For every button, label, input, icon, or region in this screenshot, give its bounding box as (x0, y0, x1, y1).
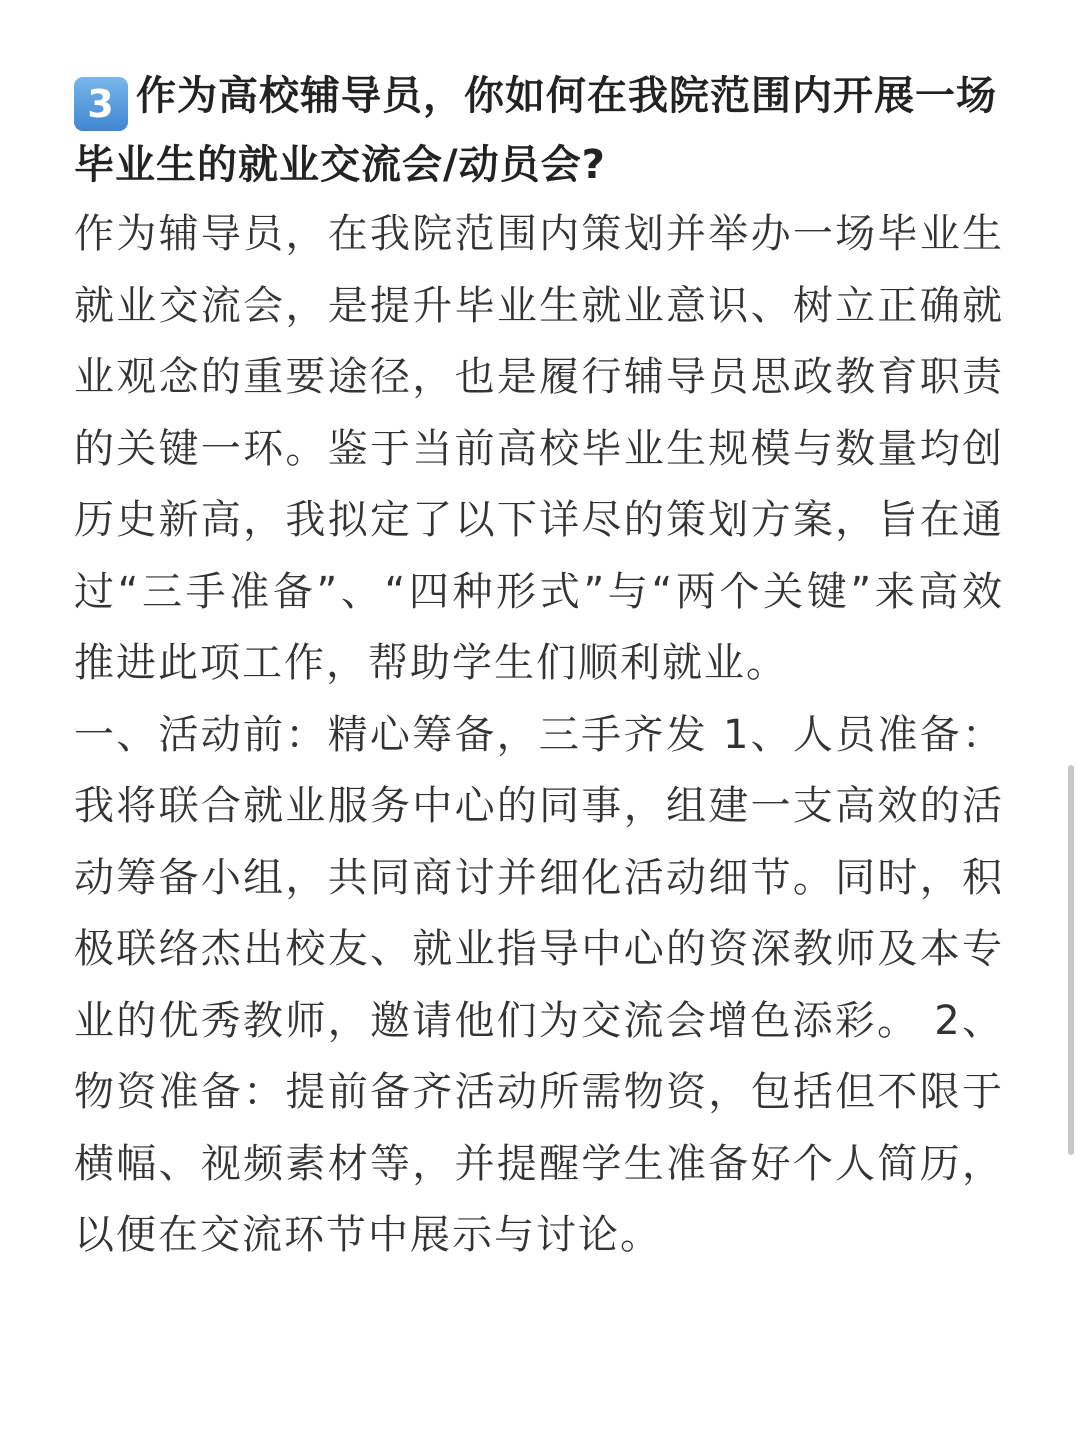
intro-paragraph: 作为辅导员，在我院范围内策划并举办一场毕业生就业交流会，是提升毕业生就业意识、树立正确就业观念的重要途径，也是履行辅导员思政教育职责的关键一环。鉴于当前高校毕业生规模与数量均创历史新高，我拟定了以下详尽的策划方案，旨在通过“三手准备”、“四种形式”与“两个关键”来高效推进此项工作，帮助学生们顺利就业。 (74, 211, 1004, 686)
vertical-scrollbar[interactable] (1068, 765, 1074, 1155)
question-title (74, 62, 1004, 199)
note-content (74, 62, 1004, 1272)
number-3-badge-icon: 3 (74, 77, 128, 131)
question-title-text: 作为高校辅导员，你如何在我院范围内开展一场毕业生的就业交流会/动员会? (74, 73, 997, 188)
preparation-paragraph: 一、活动前：精心筹备，三手齐发 1、人员准备：我将联合就业服务中心的同事，组建一支高效的活动筹备小组，共同商讨并细化活动细节。同时，积极联络杰出校友、就业指导中心的资深教师及本专业的优秀教师，邀请他们为交流会增色添彩。 2、物资准备：提前备齐活动所需物资，包括但不限于横幅、视频素材等，并提醒学生准备好个人简历，以便在交流环节中展示与讨论。 (74, 711, 1004, 1258)
